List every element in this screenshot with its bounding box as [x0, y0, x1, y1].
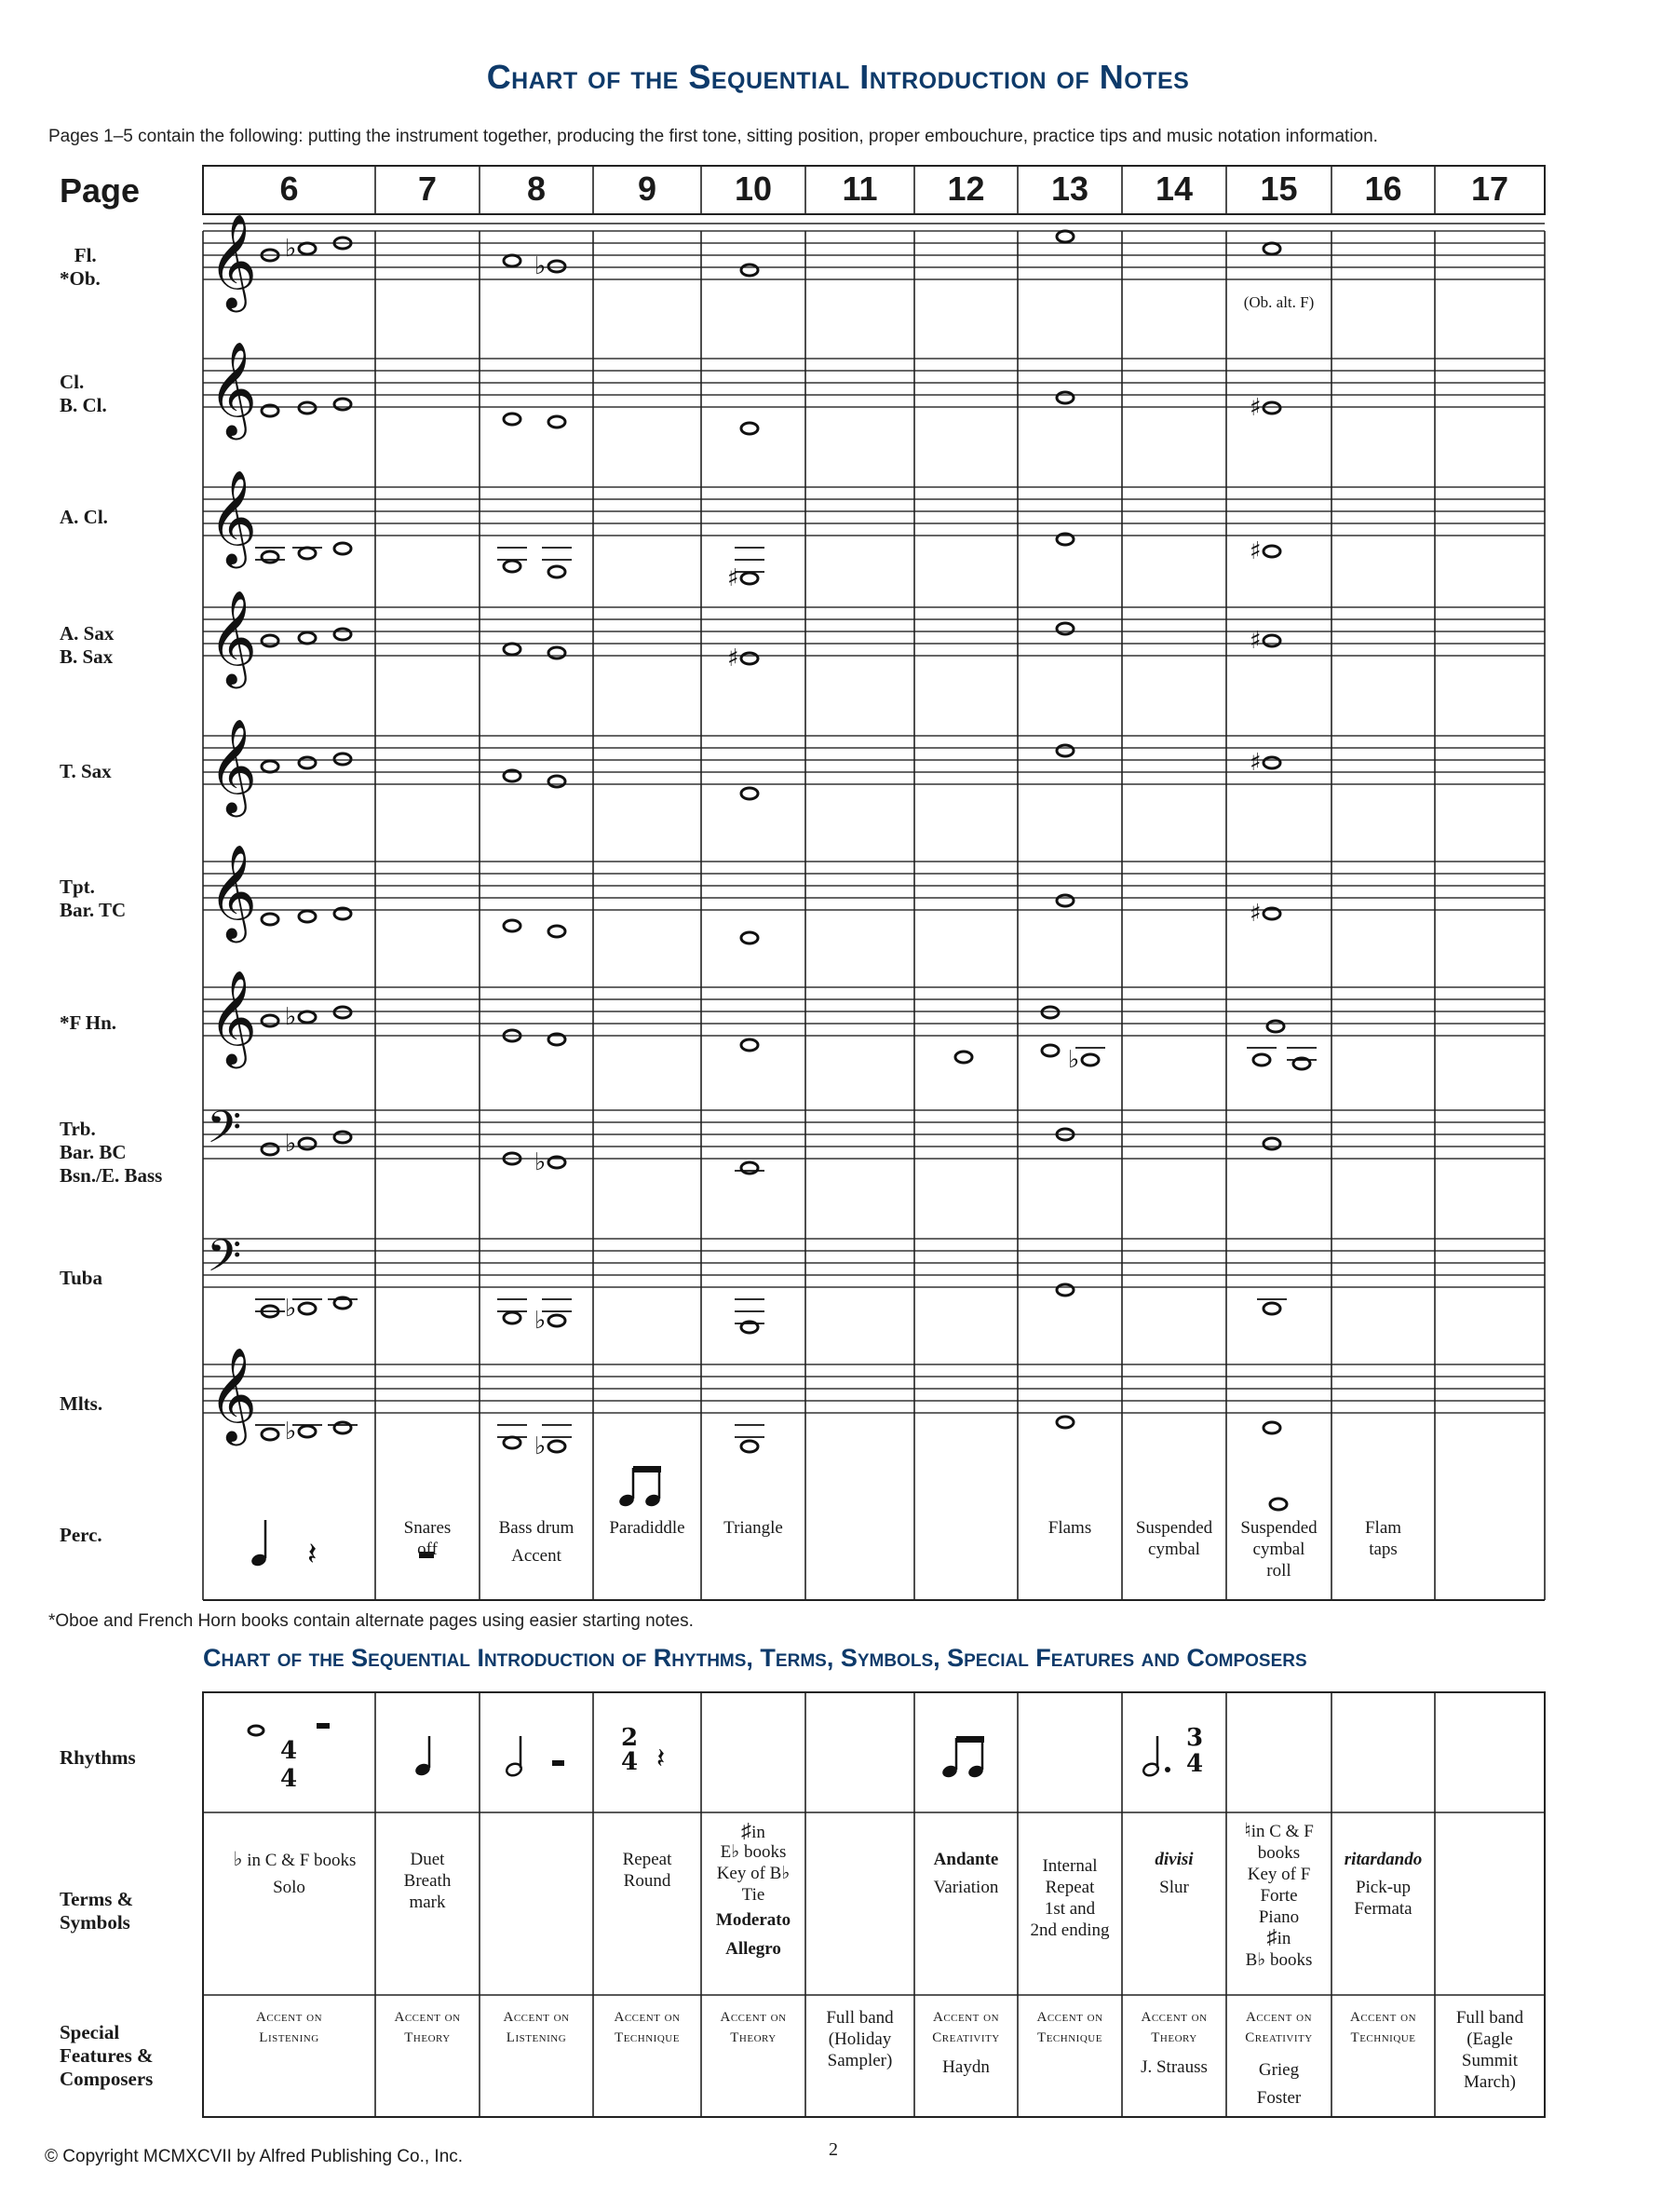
sharp-icon: ♯ [1250, 627, 1262, 655]
page-number-footer: 2 [829, 2139, 838, 2160]
perc-suspended-cymbal-roll: Suspended cymbal roll [1240, 1518, 1318, 1581]
instrument-label-tuba: Tuba [60, 1267, 102, 1289]
bass-clef-icon: 𝄢 [207, 1229, 242, 1293]
instrument-label-flute-oboe: Fl. *Ob. [60, 244, 101, 290]
row-label-rhythms: Rhythms [60, 1746, 136, 1769]
section-subtitle: Chart of the Sequential Introduction of Rhythms, Terms, Symbols, Special Features and Composers [203, 1644, 1307, 1672]
instrument-label-trumpet: Tpt. Bar. TC [60, 875, 127, 921]
term-sharp-in: ♯in [741, 1819, 765, 1842]
special-p12: Accent on Creativity [932, 2010, 1000, 2045]
special-p10: Accent on Theory [720, 2010, 787, 2045]
treble-clef-icon: 𝄞 [209, 969, 258, 1065]
time-signature: 4 [279, 1737, 298, 1765]
flat-icon: ♭ [285, 235, 297, 263]
special-p17: Full band (Eagle Summit March) [1455, 2008, 1524, 2092]
term-andante: Andante [933, 1850, 999, 1869]
quarter-rest-icon: 𝄽 [307, 1536, 318, 1573]
perc-flam-taps: Flam taps [1364, 1518, 1402, 1559]
term-solo: Solo [273, 1878, 305, 1897]
term-duet: Duet Breath mark [403, 1850, 452, 1912]
special-p9: Accent on Technique [614, 2010, 681, 2045]
sharp-icon: ♯ [1250, 394, 1262, 422]
treble-clef-icon: 𝄞 [209, 340, 258, 436]
flat-icon: ♭ [534, 252, 547, 280]
page-number-6: 6 [279, 170, 299, 208]
treble-clef-icon: 𝄞 [209, 843, 258, 939]
page-number-8: 8 [526, 170, 547, 208]
special-strauss: J. Strauss [1141, 2057, 1208, 2077]
treble-clef-icon: 𝄞 [209, 212, 258, 308]
time-signature: 3 [1185, 1724, 1204, 1752]
treble-clef-icon: 𝄞 [209, 468, 258, 564]
flat-icon: ♭ [285, 1418, 297, 1445]
half-rest-icon [552, 1760, 564, 1766]
special-p16: Accent on Technique [1349, 2010, 1417, 2045]
sharp-icon: ♯ [1250, 749, 1262, 777]
page-number-9: 9 [637, 170, 657, 208]
page-number-11: 11 [842, 170, 878, 208]
special-p8: Accent on Listening [503, 2010, 570, 2045]
term-ritardando: ritardando [1344, 1850, 1423, 1869]
beam [956, 1736, 984, 1743]
quarter-rest-icon: 𝄽 [656, 1743, 666, 1775]
sharp-icon: ♯ [1250, 537, 1262, 565]
instrument-label-french-horn: *F Hn. [60, 1011, 117, 1034]
term-pickup-fermata: Pick-up Fermata [1354, 1878, 1412, 1919]
whole-rest-icon [317, 1723, 330, 1729]
term-natural-key-f: ♮in C & F books Key of F Forte Piano [1244, 1819, 1314, 1927]
sharp-icon: ♯ [1250, 900, 1262, 928]
page-number-12: 12 [947, 170, 985, 208]
special-p14: Accent on Theory [1141, 2010, 1208, 2045]
treble-clef-icon: 𝄞 [209, 1346, 258, 1442]
instrument-label-tenor-sax: T. Sax [60, 760, 112, 782]
flat-icon: ♭ [534, 1307, 547, 1335]
page-number-10: 10 [734, 170, 773, 208]
term-slur: Slur [1159, 1878, 1189, 1897]
instrument-label-mallets: Mlts. [60, 1392, 103, 1415]
page-number-17: 17 [1470, 170, 1509, 208]
perc-flams: Flams [1048, 1518, 1092, 1538]
bass-clef-icon: 𝄢 [207, 1101, 242, 1164]
term-internal-repeat: Internal Repeat 1st and 2nd ending [1030, 1856, 1110, 1940]
special-p15: Accent on Creativity [1245, 2010, 1313, 2045]
special-haydn: Haydn [942, 2057, 990, 2077]
rhythm-symbols [249, 1723, 1203, 1793]
term-repeat-round: Repeat Round [622, 1850, 672, 1891]
instrument-label-clarinet: Cl. B. Cl. [60, 371, 107, 416]
instrument-label-trombone: Trb. Bar. BC Bsn./E. Bass [60, 1118, 163, 1187]
footnote: *Oboe and French Horn books contain alternate pages using easier starting notes. [48, 1611, 694, 1631]
flat-icon: ♭ [534, 1432, 547, 1460]
sharp-icon: ♯ [727, 564, 739, 592]
time-signature: 4 [1185, 1750, 1204, 1778]
term-flat-in-cf: ♭ in C & F books [233, 1848, 357, 1870]
time-signature: 2 [620, 1724, 639, 1752]
instrument-label-alto-clarinet: A. Cl. [60, 506, 108, 528]
term-eb-books: E♭ books Key of B♭ Tie [716, 1842, 791, 1905]
term-sharp-bb: ♯in B♭ books [1245, 1925, 1313, 1970]
perc-bass-drum: Bass drum [498, 1518, 574, 1538]
perc-paradiddle: Paradiddle [609, 1518, 685, 1538]
time-signature: 4 [620, 1748, 639, 1776]
special-p13: Accent on Technique [1036, 2010, 1103, 2045]
flat-icon: ♭ [285, 1003, 297, 1031]
special-p11: Full band (Holiday Sampler) [826, 2008, 894, 2070]
copyright: © Copyright MCMXCVII by Alfred Publishing Co., Inc. [45, 2147, 464, 2166]
flat-icon: ♭ [1068, 1046, 1080, 1074]
perc-triangle: Triangle [723, 1518, 783, 1538]
term-variation: Variation [933, 1878, 999, 1897]
row-label-special: Special Features & Composers [60, 2021, 154, 2090]
page-number-16: 16 [1364, 170, 1402, 208]
dot [1165, 1767, 1170, 1772]
treble-clef-icon: 𝄞 [209, 717, 258, 813]
perc-suspended-cymbal: Suspended cymbal [1135, 1518, 1213, 1559]
special-p6: Accent on Listening [255, 2010, 323, 2045]
perc-snares-off: Snares off [403, 1518, 452, 1559]
whole-note [249, 1726, 264, 1735]
page-label: Page [60, 171, 141, 210]
special-grieg-foster: Grieg Foster [1256, 2060, 1302, 2108]
instrument-label-percussion: Perc. [60, 1524, 102, 1546]
page-title: Chart of the Sequential Introduction of Notes [486, 58, 1190, 96]
term-divisi: divisi [1155, 1850, 1194, 1869]
page-number-7: 7 [417, 170, 438, 208]
term-moderato-allegro: Moderato Allegro [715, 1910, 791, 1959]
time-signature: 4 [279, 1765, 298, 1793]
sharp-icon: ♯ [727, 645, 739, 672]
flat-icon: ♭ [534, 1148, 547, 1176]
page-number-14: 14 [1155, 170, 1194, 208]
oboe-alt-note: (Ob. alt. F) [1243, 293, 1315, 311]
flat-icon: ♭ [285, 1295, 297, 1323]
perc-accent: Accent [511, 1546, 561, 1566]
row-label-terms: Terms & Symbols [60, 1888, 134, 1934]
treble-clef-icon: 𝄞 [209, 589, 258, 685]
intro-text: Pages 1–5 contain the following: putting the instrument together, producing the first tone, sitting position, proper embouchure, practice tips and music notation information. [48, 127, 1378, 146]
special-p7: Accent on Theory [394, 2010, 461, 2045]
flat-icon: ♭ [285, 1130, 297, 1158]
page-number-15: 15 [1260, 170, 1298, 208]
instrument-label-alto-bari-sax: A. Sax B. Sax [60, 622, 115, 668]
page-number-13: 13 [1050, 170, 1089, 208]
